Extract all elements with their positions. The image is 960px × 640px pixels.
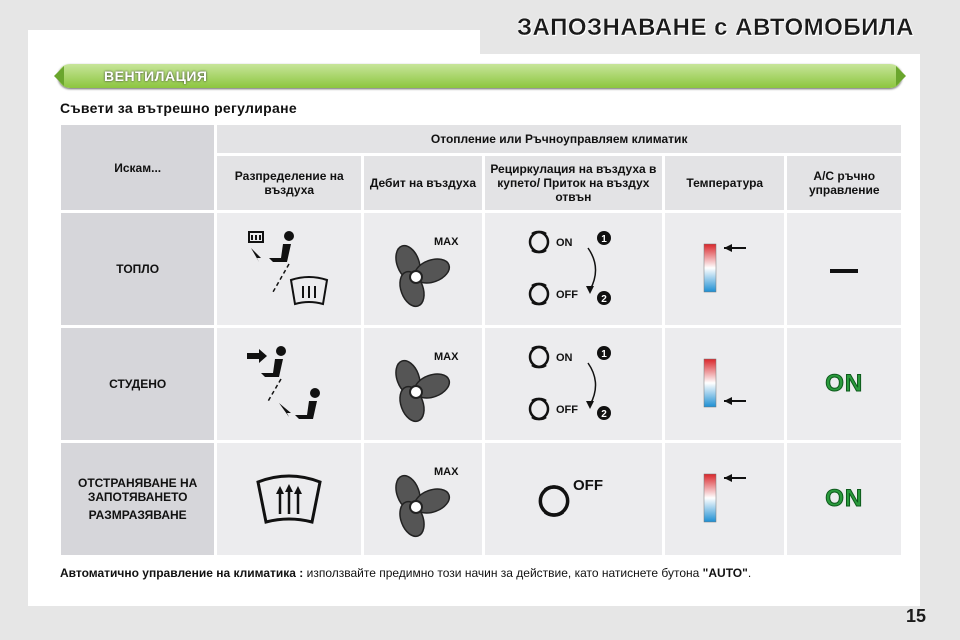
table-row bbox=[61, 213, 901, 325]
recirculation-demist bbox=[485, 443, 662, 555]
row-label-demist-line: ОТСТРАНЯВАНЕ НА ЗАПОТЯВАНЕТО bbox=[78, 476, 198, 504]
temperature-demist bbox=[665, 443, 785, 555]
recirculation-off-icon bbox=[523, 464, 623, 534]
face-feet-distribution-icon bbox=[229, 339, 349, 429]
air-flow-warm bbox=[364, 213, 482, 325]
col-recirculation: Рециркулация на въздуха в купето/ Приток на въздух отвън bbox=[485, 156, 662, 210]
row-label-defrost-line: РАЗМРАЗЯВАНЕ bbox=[88, 508, 187, 522]
step-two-badge: 2 bbox=[601, 294, 608, 305]
temperature-cold-icon bbox=[690, 349, 760, 419]
temperature-hot-icon bbox=[690, 464, 760, 534]
ventilation-table bbox=[58, 122, 904, 558]
recirc-on-label: ON bbox=[556, 237, 573, 249]
air-flow-cold bbox=[364, 328, 482, 440]
recirculation-cold bbox=[485, 328, 662, 440]
footer-end: . bbox=[747, 566, 752, 580]
air-distribution-warm bbox=[217, 213, 361, 325]
footer-note bbox=[60, 566, 904, 581]
footer-text: използвайте предимно този начин за действие, като натиснете бутона bbox=[303, 566, 703, 580]
windscreen-feet-distribution-icon bbox=[229, 224, 349, 314]
ac-demist bbox=[787, 443, 901, 555]
col-air-distribution: Разпределение на въздуха bbox=[217, 156, 361, 210]
fan-max-label: MAX bbox=[433, 236, 459, 248]
step-one-badge: 1 bbox=[601, 234, 608, 245]
row-label-warm: ТОПЛО bbox=[61, 213, 214, 325]
subtitle: Съвети за вътрешно регулиране bbox=[60, 100, 297, 116]
left-header: Искам... bbox=[61, 125, 214, 210]
col-ac-manual: A/C ръчно управление bbox=[787, 156, 901, 210]
recirculation-icon bbox=[518, 339, 628, 429]
col-temperature: Температура bbox=[665, 156, 785, 210]
section-title: ВЕНТИЛАЦИЯ bbox=[104, 68, 208, 84]
row-label-cold: СТУДЕНО bbox=[61, 328, 214, 440]
col-air-flow: Дебит на въздуха bbox=[364, 156, 482, 210]
ac-cold bbox=[787, 328, 901, 440]
fan-max-label: MAX bbox=[433, 351, 459, 363]
air-distribution-demist bbox=[217, 443, 361, 555]
ac-off-dash bbox=[830, 269, 858, 273]
temperature-hot-icon bbox=[690, 234, 760, 304]
page-number: 15 bbox=[905, 606, 926, 626]
footer-button: "AUTO" bbox=[702, 566, 748, 580]
row-label-demist bbox=[61, 443, 214, 555]
ac-on-label: ON bbox=[825, 485, 864, 512]
ac-warm bbox=[787, 213, 901, 325]
ac-on-label: ON bbox=[825, 370, 864, 397]
fan-icon bbox=[378, 344, 468, 424]
recirc-on-label: ON bbox=[556, 352, 573, 364]
step-two-badge: 2 bbox=[601, 409, 608, 420]
footer-bold: Автоматично управление на климатика : bbox=[60, 566, 304, 580]
table-row bbox=[61, 443, 901, 555]
recirc-off-label: OFF bbox=[573, 477, 604, 494]
step-one-badge: 1 bbox=[601, 349, 608, 360]
air-distribution-cold bbox=[217, 328, 361, 440]
page-title: ЗАПОЗНАВАНЕ с АВТОМОБИЛА bbox=[517, 14, 914, 41]
fan-icon bbox=[378, 229, 468, 309]
windscreen-demist-icon bbox=[244, 464, 334, 534]
recirculation-warm bbox=[485, 213, 662, 325]
table-row bbox=[61, 328, 901, 440]
recirc-off-label: OFF bbox=[556, 289, 579, 301]
temperature-cold bbox=[665, 328, 785, 440]
recirc-off-label: OFF bbox=[556, 404, 579, 416]
group-header: Отопление или Ръчноуправляем климатик bbox=[217, 125, 901, 153]
recirculation-icon bbox=[518, 224, 628, 314]
fan-icon bbox=[378, 459, 468, 539]
fan-max-label: MAX bbox=[433, 466, 459, 478]
temperature-warm bbox=[665, 213, 785, 325]
air-flow-demist bbox=[364, 443, 482, 555]
